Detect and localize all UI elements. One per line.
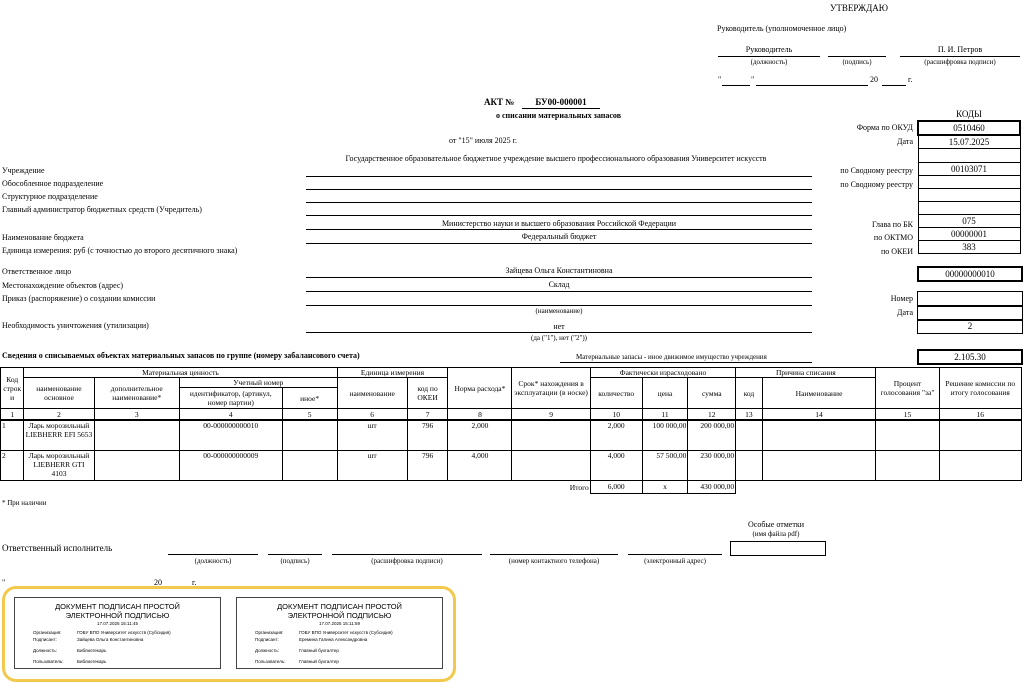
th-price: цена [642,378,688,409]
section-group: Материальные запасы - иное движимое имущество учреждения [576,353,767,361]
cell-qty: 4,000 [590,451,642,481]
main-admin-value: Министерство науки и высшего образования Российской Федерации [441,219,677,228]
th-norm: Норма расхода* [448,368,512,409]
unit-label: Единица измерения: руб (с точностью до второго десятичного знака) [2,246,238,255]
stamp-user: Библиотекарь [77,659,107,664]
cell-row: 2 [1,451,24,481]
total-sum: 430 000,00 [688,481,736,494]
responsible-label: Ответственное лицо [2,267,72,276]
cell-row: 1 [1,420,24,451]
responsible-value: Зайцева Ольга Константиновна [505,266,613,275]
table-row [1,420,1022,451]
stamp-position: Главный бухгалтер [299,648,339,653]
cap-email: (электронный адрес) [644,557,706,565]
need-value: нет [553,322,565,331]
stamp-key: Подписант: [255,637,279,642]
special-marks: Особые отметки [748,520,804,529]
cell-norm: 4,000 [448,451,512,481]
budget-value: Федеральный бюджет [521,232,597,241]
code-date: 15.07.2025 [918,135,1020,149]
th-name: наименование основное [24,378,94,409]
stamp-title: ДОКУМЕНТ ПОДПИСАН ПРОСТОЙ ЭЛЕКТРОННОЙ ПОДПИСЬЮ [277,602,402,620]
codes-header: КОДЫ [918,108,1020,121]
date2-label: Дата [897,308,913,317]
col-number: 4 [179,409,282,421]
signature-stamp [236,597,443,669]
cell-sum: 200 000,00 [688,420,736,451]
order-label: Приказ (распоряжение) о создании комиссии [2,294,156,303]
approval-name-caption: (расшифровка подписи) [924,58,996,66]
approval-signature-caption: (подпись) [842,58,872,66]
main-admin-label: Главный администратор бюджетных средств (Учредитель) [2,205,202,214]
th-code: код [736,378,762,409]
date-year: 20 [154,578,162,587]
approval-position-caption: (должность) [750,58,788,66]
code-need: 2 [917,319,1023,334]
special-marks-caption: (имя файла pdf) [752,530,800,538]
total-qty: 6,000 [590,481,642,494]
approval-name: П. И. Петров [937,45,983,54]
cell-sum: 230 000,00 [688,451,736,481]
code-okei: 383 [918,241,1020,254]
special-marks-box [730,541,826,556]
signature-stamp [14,597,221,669]
act-title-prefix: АКТ № [484,97,515,107]
approval-year: 20 [870,75,878,84]
svod-label: по Сводному реестру [840,166,913,175]
date-quote: " [2,578,6,587]
stamp-key: Организация: [255,630,284,635]
total-label: Итого [1,481,591,494]
stamp-position: Библиотекарь [77,648,107,653]
stamp-key: Подписант: [33,637,57,642]
code-responsible: 00000000010 [917,266,1023,282]
th-term: Срок* нахождения в эксплуатации (в носке) [512,368,590,409]
th-okei: код по ОКЕИ [407,378,448,409]
code-okud: 0510460 [918,121,1020,135]
cell-price: 100 000,00 [642,420,688,451]
th-sum: сумма [688,378,736,409]
stamp-signer: Еремина Галина Александровна [299,637,368,642]
stamp-org: ГОБУ ВПО Университет искусств (Субсидия) [299,630,393,635]
location-value: Склад [548,280,570,289]
section-title: Сведения о списываемых объектах материальных запасов по группе (номеру забалансового счета) [2,351,360,360]
structural-label: Структурное подразделение [2,192,98,201]
cell-price: 57 500,00 [642,451,688,481]
stamp-datetime: 17.07.2025 15:11:45 [97,621,138,626]
institution-label: Учреждение [2,166,45,175]
th-percent: Процент голосования "за" [876,368,939,409]
okud-label: Форма по ОКУД [856,123,913,132]
act-subtitle: о списании материальных запасов [496,111,622,120]
cell-name: Ларь морозильный LIEBHERR GTI 4103 [24,451,94,481]
col-number: 15 [876,409,939,421]
col-number: 12 [688,409,736,421]
stamp-key: Должность: [33,648,58,653]
code-account: 2.105.30 [917,349,1023,365]
col-number: 10 [590,409,642,421]
stamp-key: Пользователь: [33,659,64,664]
th-reason: Причина списания [736,368,876,378]
col-number: 5 [282,409,337,421]
separate-label: Обособленное подразделение [2,179,104,188]
th-qty: количество [590,378,642,409]
col-number: 9 [512,409,590,421]
col-number: 14 [762,409,876,421]
col-number: 8 [448,409,512,421]
approval-g: г. [908,75,913,84]
codes-table [917,108,1021,254]
svod2-label: по Сводному реестру [840,180,913,189]
date-g: г. [192,578,197,587]
th-other: иное* [282,388,337,409]
table-row [1,451,1022,481]
cell-unit: шт [337,420,407,451]
okei-label: по ОКЕИ [880,247,913,256]
col-number: 6 [337,409,407,421]
col-number: 7 [407,409,448,421]
cap-name: (расшифровка подписи) [371,557,443,565]
footnote: * При наличии [2,499,47,507]
col-number: 11 [642,409,688,421]
oktmo-label: по ОКТМО [873,233,913,242]
number-label: Номер [890,294,913,303]
th-row: Код строк и [1,368,24,409]
stamp-signer: Зайцева Ольга Константиновна [77,637,144,642]
code-oktmo: 00000001 [918,228,1020,241]
approval-position: Руководитель [745,45,793,54]
stamp-org: ГОБУ ВПО Университет искусств (Субсидия) [77,630,171,635]
th-identifier: идентификатор, (артикул, номер партии) [179,388,282,409]
th-reason-name: Наименование [762,378,876,409]
col-number: 13 [736,409,762,421]
col-number: 2 [24,409,94,421]
need-caption: (да ("1"), нет ("2")) [531,334,587,342]
materials-table [0,367,1022,494]
cell-qty: 2,000 [590,420,642,451]
approval-head-label: Руководитель (уполномоченное лицо) [717,24,847,33]
th-account-no: Учетный номер [179,378,337,388]
stamp-title: ДОКУМЕНТ ПОДПИСАН ПРОСТОЙ ЭЛЕКТРОННОЙ ПОДПИСЬЮ [55,602,180,620]
th-material: Материальная ценность [24,368,337,378]
cell-okei: 796 [407,420,448,451]
executor-label: Ответственный исполнитель [2,543,113,553]
cell-identifier: 00-000000000009 [179,451,282,481]
cap-phone: (номер контактного телефона) [508,557,600,565]
code-glava: 075 [918,215,1020,228]
stamp-key: Организация: [33,630,62,635]
stamp-key: Должность: [255,648,280,653]
th-decision: Решение комиссии по итогу голосования [939,368,1021,409]
col-number: 1 [1,409,24,421]
location-label: Местонахождение объектов (адрес) [2,281,124,290]
need-label: Необходимость уничтожения (утилизации) [2,321,149,330]
th-unit: Единица измерения [337,368,448,378]
total-price: х [642,481,688,494]
glava-label: Глава по БК [872,220,913,229]
order-caption: (наименование) [535,307,583,315]
th-actual: Фактически израсходовано [590,368,735,378]
budget-label: Наименование бюджета [2,233,84,242]
code-svod1: 00103071 [918,163,1020,176]
cap-signature: (подпись) [280,557,310,565]
stamp-datetime: 17.07.2025 15:11:59 [319,621,360,626]
stamp-key: Пользователь: [255,659,286,664]
cell-identifier: 00-000000000010 [179,420,282,451]
th-unit-name: наименование [337,378,407,409]
cell-norm: 2,000 [448,420,512,451]
act-date: от "15" июля 2025 г. [449,136,518,145]
cap-position: (должность) [194,557,232,565]
stamp-user: Главный бухгалтер [299,659,339,664]
th-addname: дополнительное наименование* [94,378,179,409]
cell-okei: 796 [407,451,448,481]
col-number: 3 [94,409,179,421]
col-number: 16 [939,409,1021,421]
approval-title: УТВЕРЖДАЮ [830,3,889,13]
act-number: БУ00-000001 [535,97,587,107]
institution-value: Государственное образовательное бюджетное учреждение высшего профессионального образования Университет искусств [345,154,767,163]
cell-unit: шт [337,451,407,481]
cell-name: Ларь морозильный LIEBHERR EFI 5653 [24,420,94,451]
date-label: Дата [897,137,913,146]
